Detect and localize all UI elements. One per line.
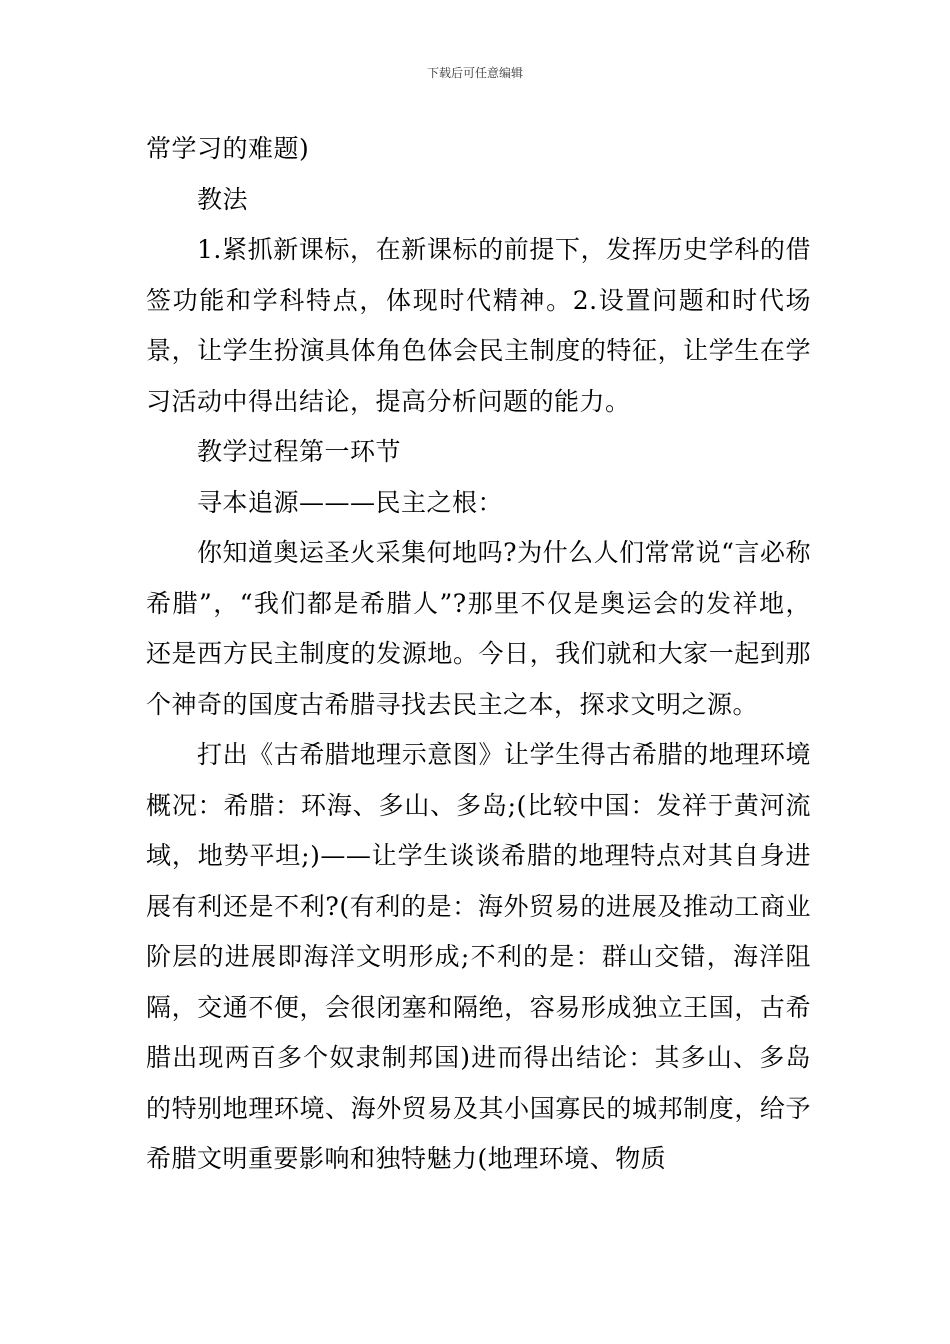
paragraph-teaching-process-heading: 教学过程第一环节	[197, 437, 402, 466]
paragraph-geography: 打出《古希腊地理示意图》让学生得古希腊的地理环境概况：希腊：环海、多山、多岛;(比较中国：发祥于黄河流域，地势平坦;)——让学生谈谈希腊的地理特点对其自身进展有利还是不利?(有利的是：海外贸易的进展及推动工商业阶层的进展即海洋文明形成;不利的是：群山交错，海洋阻隔，交通不便，会很闭塞和隔绝，容易形成独立王国，古希腊出现两百多个奴隶制邦国)进而得出结论：其多山、多岛的特别地理环境、海外贸易及其小国寡民的城邦制度，给予希腊文明重要影响和独特魅力(地理环境、物质	[146, 740, 811, 1173]
paragraph-section-title: 寻本追源———民主之根：	[197, 487, 504, 517]
page-header-note: 下载后可任意编辑	[426, 66, 523, 80]
document-body	[146, 124, 811, 1185]
paragraph-teaching-method-heading: 教法	[197, 184, 249, 214]
paragraph-teaching-method-body: 1.紧抓新课标，在新课标的前提下，发挥历史学科的借签功能和学科特点，体现时代精神。2.设置问题和时代场景，让学生扮演具体角色体会民主制度的特征，让学生在学习活动中得出结论，提高分析问题的能力。	[146, 235, 811, 416]
paragraph-introduction: 你知道奥运圣火采集何地吗?为什么人们常常说“言必称希腊”，“我们都是希腊人”?那里不仅是奥运会的发祥地，还是西方民主制度的发源地。今日，我们就和大家一起到那个神奇的国度古希腊寻找去民主之本，探求文明之源。	[146, 538, 811, 719]
paragraph-continuation: 常学习的难题)	[146, 134, 310, 163]
